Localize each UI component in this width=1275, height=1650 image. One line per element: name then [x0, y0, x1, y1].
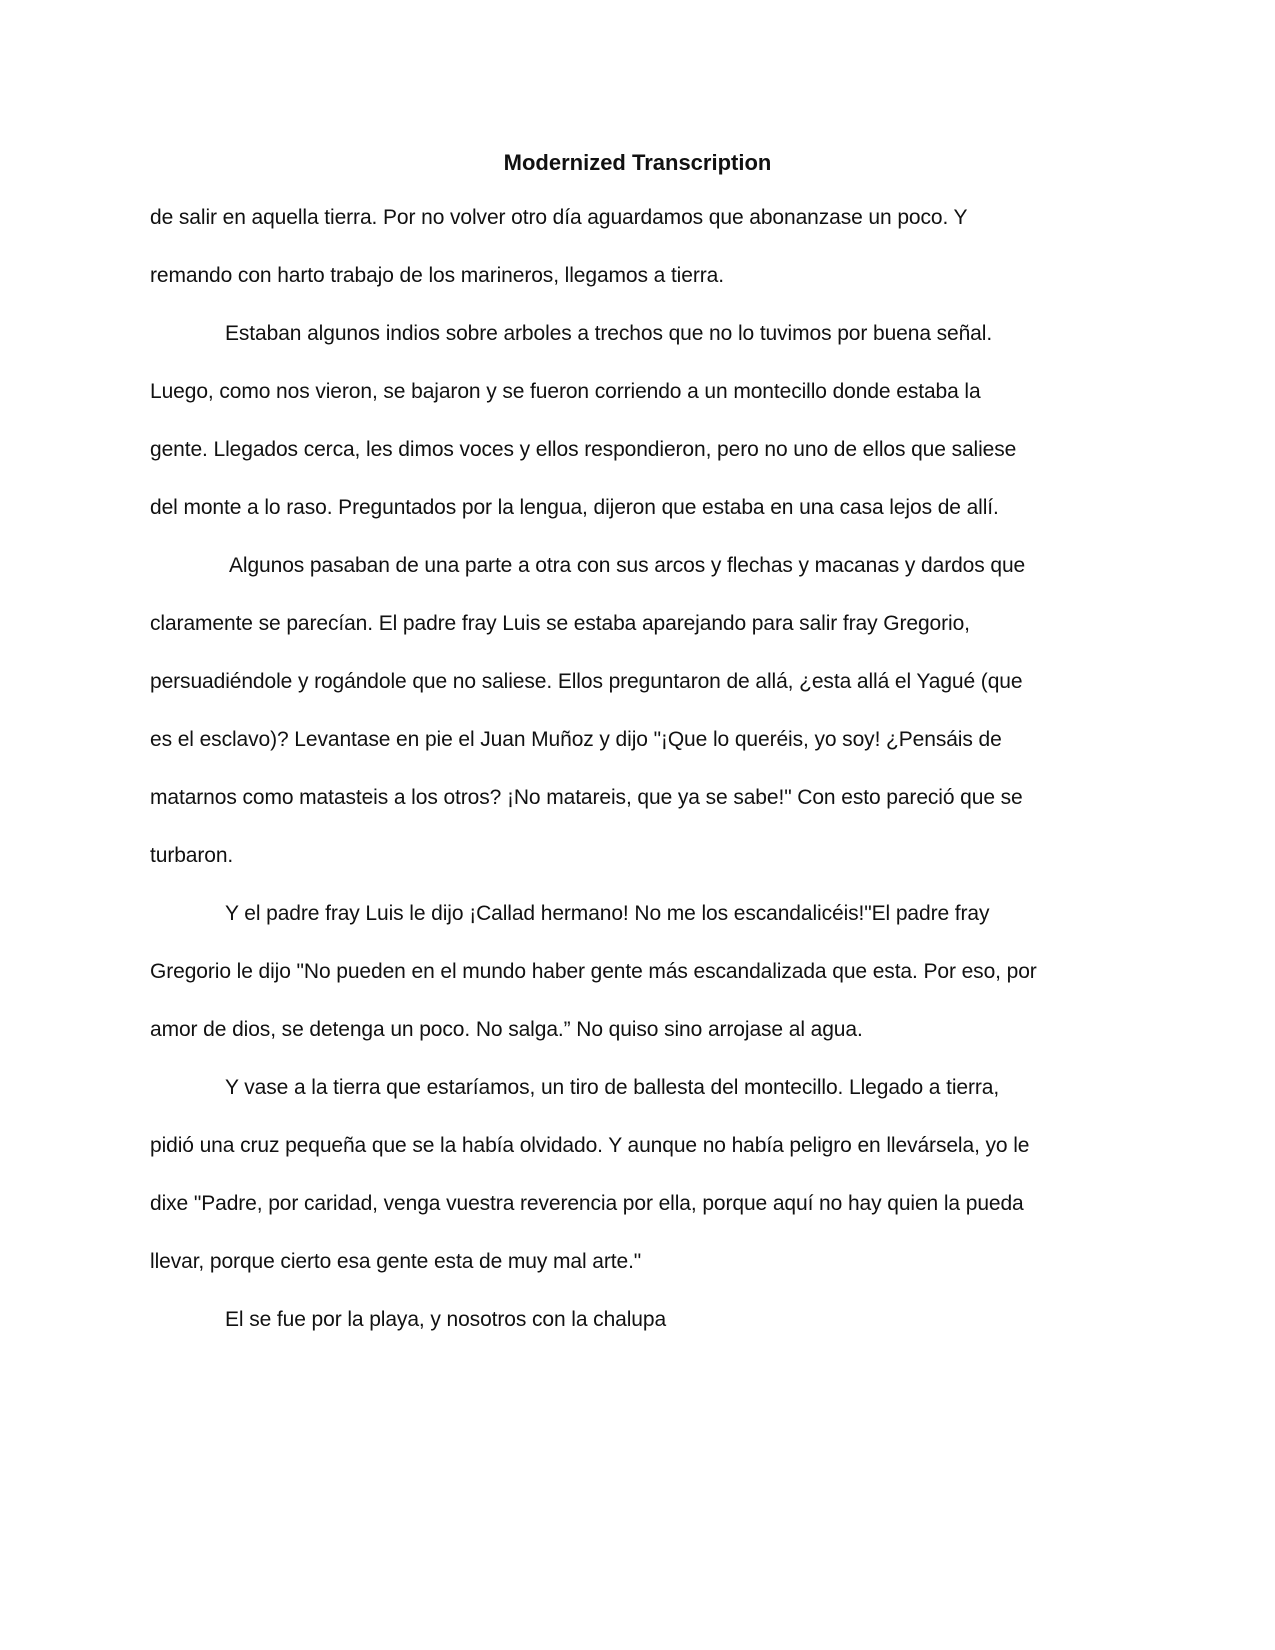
text-line: dixe "Padre, por caridad, venga vuestra reverencia por ella, porque aquí no hay quien la pueda — [150, 1192, 1024, 1215]
text-line: Luego, como nos vieron, se bajaron y se fueron corriendo a un montecillo donde estaba la — [150, 380, 981, 403]
text-line: persuadiéndole y rogándole que no saliese. Ellos preguntaron de allá, ¿esta allá el Yagué (que — [150, 670, 1023, 693]
text-line: pidió una cruz pequeña que se la había olvidado. Y aunque no había peligro en llevársela, yo le — [150, 1134, 1030, 1157]
text-line: claramente se parecían. El padre fray Luis se estaba aparejando para salir fray Gregorio, — [150, 612, 970, 635]
text-line: de salir en aquella tierra. Por no volver otro día aguardamos que abonanzase un poco. Y — [150, 206, 968, 229]
text-line: del monte a lo raso. Preguntados por la lengua, dijeron que estaba en una casa lejos de allí. — [150, 496, 999, 519]
text-line: gente. Llegados cerca, les dimos voces y ellos respondieron, pero no uno de ellos que saliese — [150, 438, 1017, 461]
page-title: Modernized Transcription — [503, 150, 772, 175]
paragraph-start-line: El se fue por la playa, y nosotros con la chalupa — [225, 1308, 667, 1331]
text-line: es el esclavo)? Levantase en pie el Juan Muñoz y dijo "¡Que lo queréis, yo soy! ¿Pensáis de — [150, 728, 1002, 751]
paragraph-start-line: Y vase a la tierra que estaríamos, un tiro de ballesta del montecillo. Llegado a tierra, — [225, 1076, 1000, 1099]
paragraph-start-line: Y el padre fray Luis le dijo ¡Callad hermano! No me los escandalicéis!"El padre fray — [225, 902, 990, 925]
text-line: amor de dios, se detenga un poco. No salga.” No quiso sino arrojase al agua. — [150, 1018, 863, 1041]
text-line: remando con harto trabajo de los marineros, llegamos a tierra. — [150, 264, 724, 287]
paragraph-start-line: Algunos pasaban de una parte a otra con sus arcos y flechas y macanas y dardos que — [229, 554, 1026, 577]
text-line: llevar, porque cierto esa gente esta de muy mal arte." — [150, 1250, 642, 1273]
text-line: matarnos como matasteis a los otros? ¡No matareis, que ya se sabe!" Con esto pareció que se — [150, 786, 1023, 809]
paragraph-start-line: Estaban algunos indios sobre arboles a trechos que no lo tuvimos por buena señal. — [225, 322, 993, 345]
text-line: turbaron. — [150, 844, 234, 867]
text-line: Gregorio le dijo "No pueden en el mundo haber gente más escandalizada que esta. Por eso, por — [150, 960, 1037, 983]
